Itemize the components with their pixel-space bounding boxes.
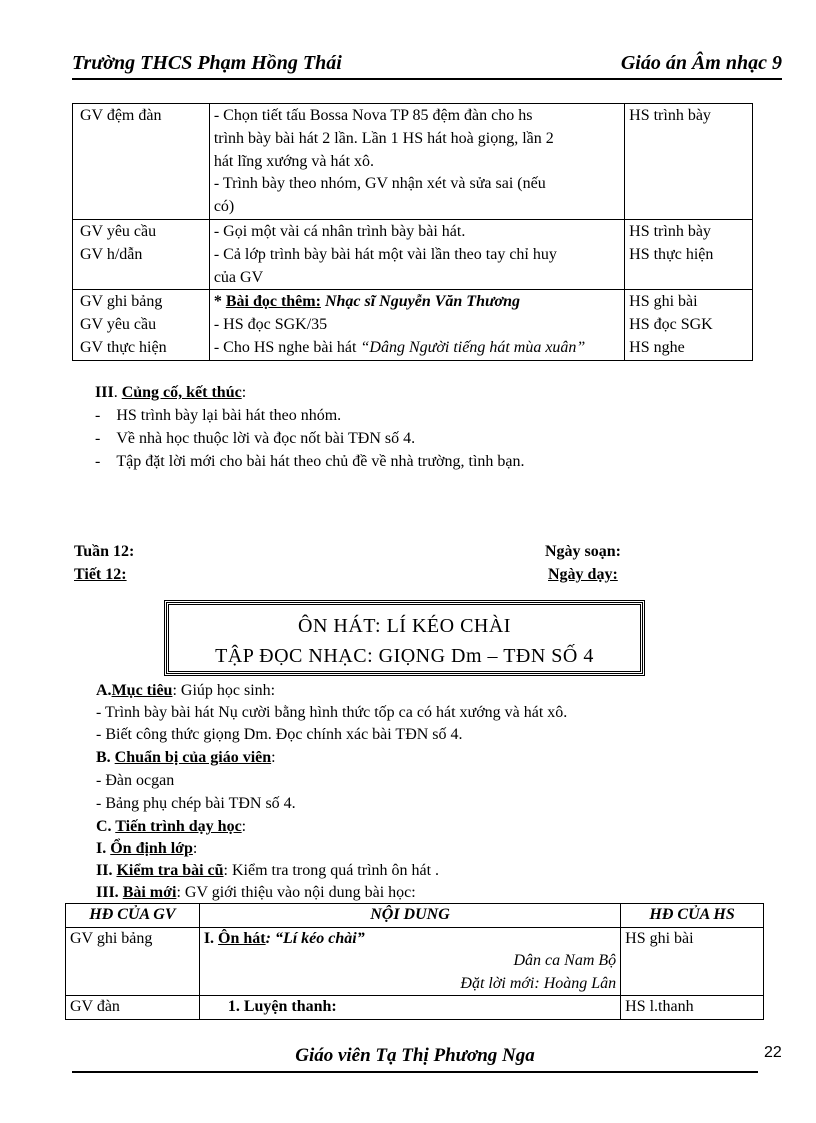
section-iii-rest: : GV giới thiệu vào nội dung bài học: [176, 884, 416, 901]
listen-song: “Dâng Người tiếng hát mùa xuân” [360, 338, 586, 356]
section-ii-rest: : Kiểm tra trong quá trình ôn hát . [223, 862, 440, 879]
lesson-title-line-2: TẬP ĐỌC NHẠC: GIỌNG Dm – TĐN SỐ 4 [215, 645, 594, 667]
list-item: - HS trình bày lại bài hát theo nhóm. [95, 407, 342, 424]
teacher-name: Giáo viên Tạ Thị Phương Nga [295, 1045, 535, 1066]
reading-prefix: * [213, 293, 226, 311]
review-song: : “Lí kéo chài” [265, 929, 365, 947]
hs-activity: HS trình bày [629, 222, 711, 240]
gv-activity: GV h/dẫn [80, 245, 143, 263]
content-line: của GV [213, 268, 264, 286]
gv-activity: GV ghi bảng [80, 293, 163, 311]
section-a-title: Mục tiêu [111, 682, 173, 699]
hs-activity: HS nghe [629, 338, 685, 356]
section-iii-heading [96, 881, 416, 904]
table-row [73, 219, 753, 289]
school-name: Trường THCS Phạm Hồng Thái [72, 52, 342, 74]
lesson-title-box [166, 602, 643, 674]
section-a-rest: : Giúp học sinh: [172, 682, 276, 699]
content-line: - HS đọc SGK/35 [213, 316, 328, 334]
list-item: - Bảng phụ chép bài TĐN số 4. [96, 795, 296, 812]
page-footer [72, 1045, 758, 1073]
list-item-text: HS trình bày lại bài hát theo nhóm. [116, 407, 342, 424]
date-prepared-label: Ngày soạn: [545, 543, 622, 560]
section-iii-title: Bài mới [122, 884, 177, 901]
reading-title: Nhạc sĩ Nguyễn Văn Thương [324, 293, 521, 311]
gv-activity: GV ghi bảng [70, 929, 153, 947]
list-item: - Về nhà học thuộc lời và đọc nốt bài TĐN số 4. [95, 430, 416, 447]
hs-activity: HS trình bày [629, 107, 711, 124]
section-iii-label: III. [96, 884, 123, 901]
list-item-text: Về nhà học thuộc lời và đọc nốt bài TĐN số 4. [116, 430, 416, 447]
section-b-heading: B. Chuẩn bị của giáo viên: [96, 749, 276, 766]
list-item: - Trình bày bài hát Nụ cười bằng hình thức tốp ca có hát xướng và hát xô. [96, 704, 568, 721]
review-heading [204, 928, 616, 951]
section-a-heading [96, 679, 275, 702]
gv-activity: GV thực hiện [80, 338, 167, 356]
list-item: - Biết công thức giọng Dm. Đọc chính xác bài TĐN số 4. [96, 726, 463, 743]
reading-line [214, 291, 620, 314]
section-b-title: Chuẩn bị của giáo viên [114, 749, 272, 766]
table-row [73, 290, 753, 360]
section-c-title: Tiến trình dạy học [115, 818, 242, 835]
page-header [72, 52, 782, 80]
section-c-label: C. [96, 818, 116, 835]
column-header: HĐ CỦA HS [621, 904, 764, 928]
reading-label: Bài đọc thêm: [225, 293, 321, 311]
list-item: - Tập đặt lời mới cho bài hát theo chủ đề về nhà trường, tình bạn. [95, 453, 525, 470]
section-b-label: B. [96, 749, 115, 766]
period-label: Tiết 12: [74, 566, 127, 583]
review-label: I. [203, 929, 219, 947]
content-line: có) [213, 198, 235, 216]
section-c-heading: C. Tiến trình dạy học: [96, 818, 247, 835]
activity-table-2 [65, 903, 764, 1020]
section-3-title: Củng cố, kết thúc [121, 384, 242, 401]
table-header-row [66, 904, 764, 928]
section-ii-heading [96, 859, 439, 882]
table-row [66, 996, 764, 1020]
section-i-label: I. [96, 840, 111, 857]
warmup-heading: 1. Luyện thanh: [227, 998, 337, 1016]
listen-text: - Cho HS nghe bài hát [213, 338, 361, 356]
column-header: NỘI DUNG [199, 904, 620, 928]
song-origin: Dân ca Nam Bộ [513, 952, 617, 970]
gv-activity: GV đệm đàn [80, 107, 162, 124]
listen-line [214, 337, 620, 360]
section-i-title: Ổn định lớp [110, 840, 193, 857]
content-line: - Chọn tiết tấu Bossa Nova TP 85 đệm đàn cho hs [213, 107, 533, 124]
gv-activity: GV yêu cầu [80, 316, 157, 334]
content-line: - Trình bày theo nhóm, GV nhận xét và sửa sai (nếu [213, 175, 546, 193]
hs-activity: HS ghi bài [625, 929, 694, 947]
page-number: 22 [764, 1044, 782, 1061]
song-lyricist: Đặt lời mới: Hoàng Lân [460, 974, 617, 992]
date-taught-label: Ngày dạy: [548, 566, 618, 583]
section-a-label: A. [96, 682, 112, 699]
hs-activity: HS ghi bài [629, 293, 698, 311]
section-numeral: III [95, 384, 114, 401]
list-item: - Đàn ocgan [96, 772, 175, 789]
content-line: - Cả lớp trình bày bài hát một vài lần theo tay chỉ huy [213, 245, 557, 263]
gv-activity: GV đàn [70, 998, 120, 1016]
table-row [66, 927, 764, 996]
gv-activity: GV yêu cầu [80, 222, 157, 240]
column-header: HĐ CỦA GV [66, 904, 200, 928]
table-row [73, 104, 753, 220]
content-line: - Gọi một vài cá nhân trình bày bài hát. [213, 222, 466, 240]
review-title: Ôn hát [218, 929, 266, 947]
section-3-heading: III. Củng cố, kết thúc: [95, 384, 247, 401]
lesson-title-line-1: ÔN HÁT: LÍ KÉO CHÀI [298, 615, 511, 637]
hs-activity: HS đọc SGK [629, 316, 713, 334]
section-ii-title: Kiểm tra bài cũ [116, 862, 224, 879]
content-line: hát lĩng xướng và hát xô. [213, 152, 375, 170]
hs-activity: HS thực hiện [629, 245, 714, 263]
section-ii-label: II. [96, 862, 117, 879]
activity-table-1 [72, 103, 753, 361]
subject-name: Giáo án Âm nhạc 9 [620, 52, 782, 74]
week-label: Tuần 12: [74, 543, 135, 560]
hs-activity: HS l.thanh [625, 998, 694, 1016]
content-line: trình bày bài hát 2 lần. Lần 1 HS hát hoà giọng, lần 2 [213, 129, 554, 147]
section-i-heading: I. Ổn định lớp: [96, 840, 198, 857]
list-item-text: Tập đặt lời mới cho bài hát theo chủ đề về nhà trường, tình bạn. [116, 453, 525, 470]
